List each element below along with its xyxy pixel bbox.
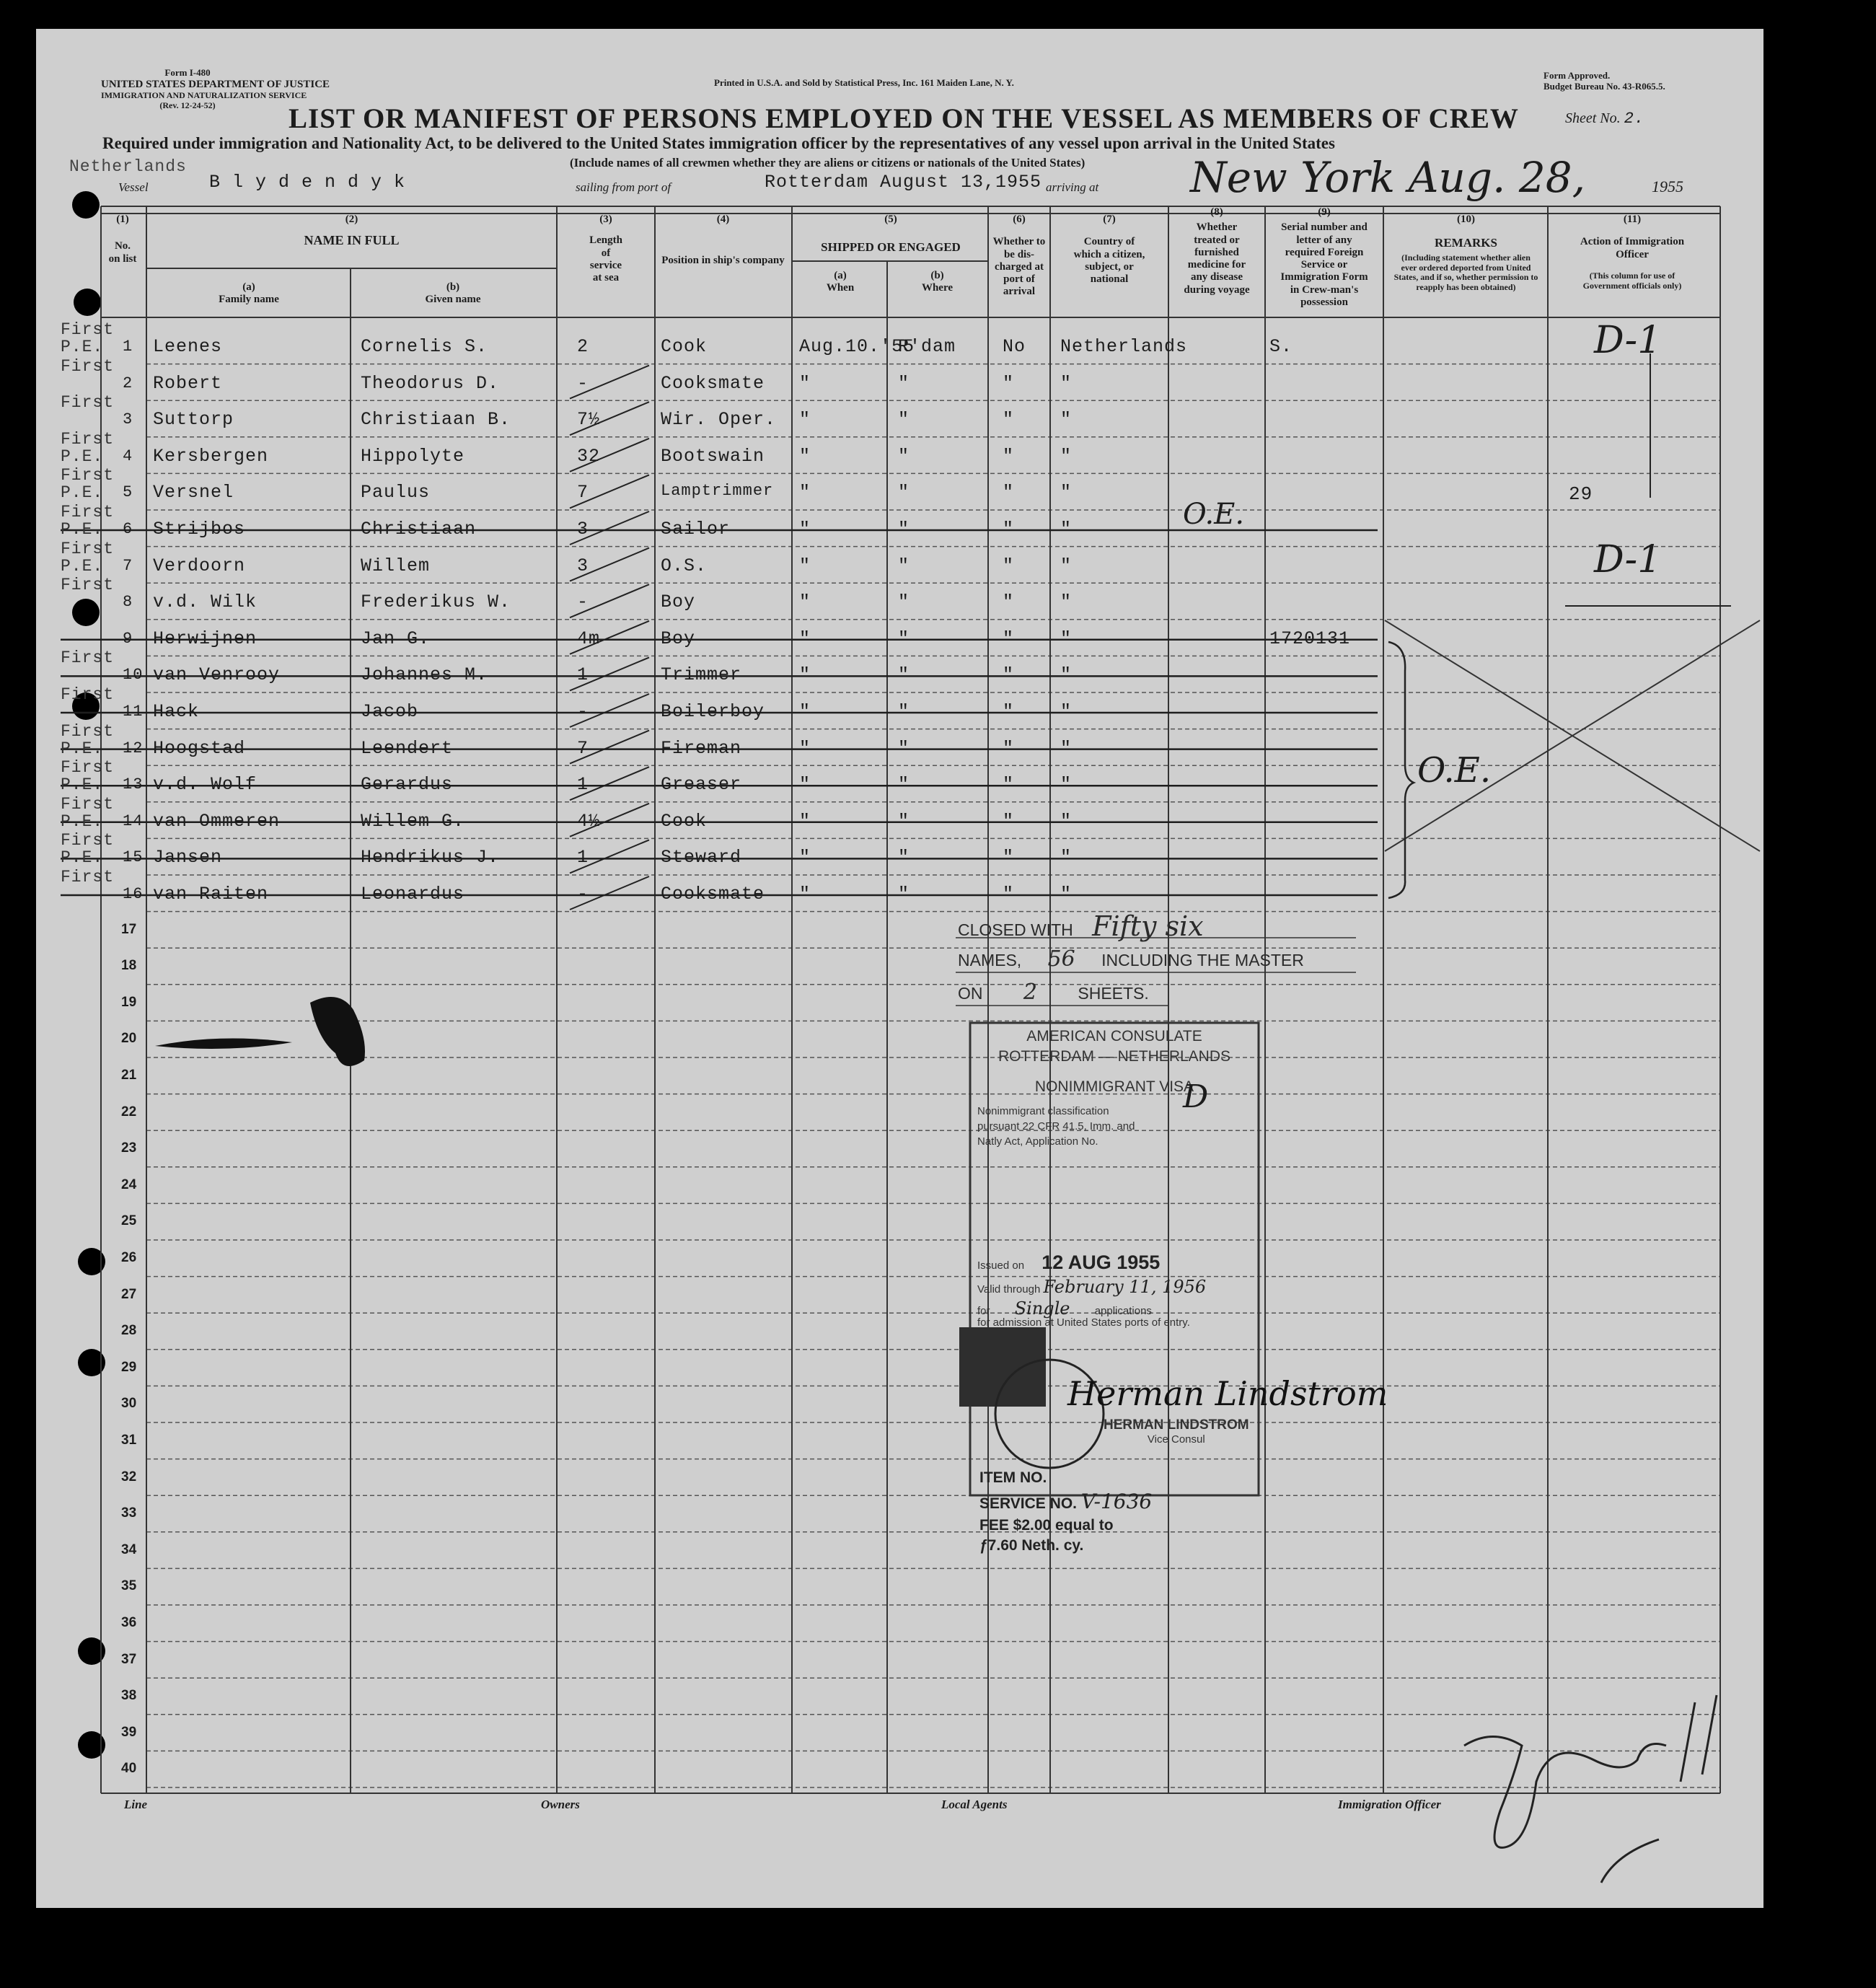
crew-shipped-when: "	[799, 519, 811, 540]
crew-shipped-where: "	[898, 445, 910, 467]
crew-shipped-where: "	[898, 884, 910, 905]
crew-shipped-where: "	[898, 372, 910, 394]
crew-country: "	[1060, 372, 1073, 394]
crew-service-length: 7	[577, 737, 589, 759]
row-number: 29	[121, 1359, 137, 1375]
crew-action: D-1	[1594, 537, 1662, 581]
crew-discharged: "	[1003, 409, 1015, 431]
crew-country: "	[1060, 482, 1073, 503]
crew-country: "	[1060, 628, 1073, 649]
row-number: 20	[121, 1031, 137, 1047]
form-approval: Form Approved. Budget Bureau No. 43-R065.5.	[1543, 70, 1665, 92]
col-discharged-header: (6) Whether to be dis-charged at port of arrival	[992, 214, 1046, 298]
crew-country: "	[1060, 555, 1073, 576]
crew-shipped-where: "	[898, 737, 910, 759]
crew-shipped-where: "	[898, 409, 910, 431]
include-note: (Include names of all crewmen whether they are aliens or citizens or nationals of the United States)	[570, 156, 1085, 170]
crew-shipped-when: "	[799, 409, 811, 431]
visa-class-hand: D	[1183, 1078, 1209, 1115]
crew-position: Wir. Oper.	[661, 409, 777, 431]
crew-shipped-when: "	[799, 884, 811, 905]
crew-service-length: -	[577, 701, 589, 722]
crew-shipped-where: "	[898, 628, 910, 649]
col-no-header: (1) No. on list	[108, 214, 137, 265]
visa-stamp: AMERICAN CONSULATE ROTTERDAM — NETHERLANDS NONIMMIGRANT VISA	[998, 1028, 1231, 1095]
col-where-header: (b) Where	[921, 270, 954, 294]
crew-serial: S.	[1269, 336, 1293, 357]
crew-number: 6	[123, 520, 133, 538]
crew-shipped-where: "	[898, 701, 910, 722]
crew-shipped-when: Aug.10.'55	[799, 336, 915, 357]
crew-service-length: 4m	[577, 628, 601, 649]
crew-position: Cook	[661, 810, 708, 832]
crew-given-name: Theodorus D.	[361, 372, 500, 394]
crew-service-length: -	[577, 884, 589, 905]
crew-discharged: "	[1003, 372, 1015, 394]
crew-service-length: 7½	[577, 409, 601, 431]
crew-discharged: "	[1003, 847, 1015, 868]
crew-prefix: First	[61, 429, 115, 449]
row-number: 18	[121, 958, 137, 974]
row-number: 19	[121, 994, 137, 1010]
arriving-label: arriving at	[1046, 180, 1099, 194]
crew-shipped-where: "	[898, 555, 910, 576]
crew-position: Greaser	[661, 774, 742, 796]
crew-shipped-where: "	[898, 847, 910, 868]
crew-number: 3	[123, 410, 133, 429]
col-treated-header: (8) Whether treated or furnished medicine for any disease during voyage	[1184, 206, 1250, 296]
crew-family-name: van Venrooy	[153, 664, 281, 686]
crew-prefix: P.E.	[61, 483, 104, 503]
crew-prefix: First	[61, 320, 115, 339]
crew-position: Cooksmate	[661, 884, 765, 905]
crew-shipped-when: "	[799, 445, 811, 467]
crew-country: "	[1060, 810, 1073, 832]
crew-shipped-where: "	[898, 810, 910, 832]
crew-position: O.S.	[661, 555, 708, 576]
crew-given-name: Christiaan	[361, 519, 477, 540]
subtitle: Required under immigration and Nationality Act, to be delivered to the United States immigration officer by the representatives of any vessel upon arrival in the United States	[102, 134, 1335, 152]
crew-number: 14	[123, 812, 144, 830]
crew-country: "	[1060, 774, 1073, 796]
sheet-label: Sheet No. 2.	[1565, 110, 1645, 128]
crew-prefix: First	[61, 685, 115, 704]
revenue-stamp	[959, 1327, 1046, 1407]
visa-admission: for admission at United States ports of entry.	[977, 1316, 1190, 1329]
crew-number: 1	[123, 338, 133, 356]
row-number: 28	[121, 1323, 137, 1339]
footer-agents: Local Agents	[941, 1798, 1008, 1811]
crew-country: "	[1060, 409, 1073, 431]
closed-names: NAMES, 56 INCLUDING THE MASTER	[958, 946, 1304, 972]
crew-prefix: P.E.	[61, 848, 104, 868]
crew-given-name: Cornelis S.	[361, 336, 488, 357]
crew-shipped-when: "	[799, 555, 811, 576]
crew-shipped-when: "	[799, 810, 811, 832]
crew-shipped-when: "	[799, 774, 811, 796]
crew-number: 5	[123, 483, 133, 502]
visa-issued: Issued on 12 AUG 1955	[977, 1252, 1161, 1273]
item-service: ITEM NO. SERVICE NO. V-1636 FEE $2.00 equal to ƒ7.60 Neth. cy.	[979, 1469, 1153, 1554]
crew-country: Netherlands	[1060, 336, 1188, 357]
crew-shipped-when: "	[799, 847, 811, 868]
row-number: 32	[121, 1469, 137, 1485]
crew-number: 4	[123, 447, 133, 465]
sailing-label: sailing from port of	[576, 180, 671, 194]
crew-given-name: Jan G.	[361, 628, 431, 649]
crew-prefix: First	[61, 831, 115, 850]
crew-given-name: Leendert	[361, 737, 454, 759]
crew-service-length: 3	[577, 519, 589, 540]
col-country-header: (7) Country of which a citizen, subject, or national	[1073, 214, 1145, 285]
crew-prefix: P.E.	[61, 739, 104, 758]
crew-prefix: First	[61, 758, 115, 778]
crew-family-name: Herwijnen	[153, 628, 257, 649]
row-number: 25	[121, 1213, 137, 1229]
crew-shipped-where: "	[898, 591, 910, 613]
crew-prefix: First	[61, 393, 115, 413]
ink-blot	[155, 1039, 292, 1049]
crew-shipped-where: R'dam	[898, 336, 956, 357]
crew-country: "	[1060, 519, 1073, 540]
crew-prefix: P.E.	[61, 775, 104, 795]
crew-service-length: 1	[577, 847, 589, 868]
crew-prefix: First	[61, 576, 115, 595]
crew-prefix: First	[61, 648, 115, 668]
crew-prefix: P.E.	[61, 812, 104, 831]
row-number: 31	[121, 1433, 137, 1448]
crew-given-name: Willem	[361, 555, 431, 576]
crew-prefix: First	[61, 539, 115, 558]
crew-prefix: P.E.	[61, 447, 104, 466]
crew-family-name: van Ommeren	[153, 810, 281, 832]
crew-service-length: -	[577, 591, 589, 613]
crew-shipped-when: "	[799, 591, 811, 613]
crew-prefix: P.E.	[61, 556, 104, 576]
crew-shipped-when: "	[799, 628, 811, 649]
crew-discharged: "	[1003, 701, 1015, 722]
officer-signature	[1464, 1695, 1717, 1847]
crew-shipped-where: "	[898, 774, 910, 796]
crew-position: Sailor	[661, 519, 731, 540]
row-number: 22	[121, 1104, 137, 1120]
crew-number: 11	[123, 703, 144, 721]
crew-discharged: "	[1003, 884, 1015, 905]
crew-family-name: Verdoorn	[153, 555, 246, 576]
row-number: 27	[121, 1286, 137, 1302]
crew-position: Trimmer	[661, 664, 742, 686]
crew-given-name: Leonardus	[361, 884, 465, 905]
crew-discharged: "	[1003, 519, 1015, 540]
row-number: 39	[121, 1724, 137, 1740]
col-serial-header: (9) Serial number and letter of any required Foreign Service or Immigration Form in Crew-man's possession	[1280, 206, 1368, 308]
col-given-header: (b) Given name	[425, 281, 481, 306]
col-position-header: (4) Position in ship's company	[661, 214, 785, 267]
crew-service-length: 2	[577, 336, 589, 357]
crew-family-name: Robert	[153, 372, 223, 394]
crew-service-length: 4½	[577, 810, 601, 832]
closed-sheets: ON 2 SHEETS.	[958, 980, 1149, 1005]
crew-prefix: First	[61, 503, 115, 522]
crew-given-name: Johannes M.	[361, 664, 488, 686]
crew-position: Boilerboy	[661, 701, 765, 722]
crew-family-name: Suttorp	[153, 409, 234, 431]
crew-shipped-where: "	[898, 519, 910, 540]
crew-number: 15	[123, 848, 144, 867]
col-name-header: (2) NAME IN FULL	[304, 214, 400, 248]
crew-family-name: Hack	[153, 701, 200, 722]
crew-country: "	[1060, 445, 1073, 467]
col-shipped-header: (5) SHIPPED OR ENGAGED	[821, 214, 961, 255]
closed-section: CLOSED WITH Fifty six	[958, 910, 1204, 942]
crew-discharged: "	[1003, 591, 1015, 613]
crew-prefix: First	[61, 466, 115, 485]
crew-discharged: "	[1003, 737, 1015, 759]
col-action-header: (11) Action of Immigration Officer (This column for use of Government officials only)	[1580, 214, 1685, 291]
visa-stamp-class: Nonimmigrant classification pursuant 22 CFR 41.5, Imm. and Natly Act, Application No.	[977, 1105, 1135, 1148]
oe-mark: O.E.	[1183, 498, 1245, 531]
printer-line: Printed in U.S.A. and Sold by Statistical Press, Inc. 161 Maiden Lane, N. Y.	[714, 77, 1014, 88]
vessel-label: Vessel	[118, 180, 149, 194]
crew-position: Lamptrimmer	[661, 482, 774, 501]
crew-given-name: Hendrikus J.	[361, 847, 500, 868]
crew-number: 7	[123, 556, 133, 575]
crew-discharged: "	[1003, 664, 1015, 686]
crew-family-name: Kersbergen	[153, 445, 269, 467]
form-header-left: Form I-480 UNITED STATES DEPARTMENT OF JUSTICE IMMIGRATION AND NATURALIZATION SERVICE (Rev. 12-24-52)	[101, 67, 330, 110]
crew-number: 16	[123, 885, 144, 903]
row-number: 24	[121, 1176, 137, 1192]
arrival-year: 1955	[1652, 177, 1683, 195]
crew-given-name: Christiaan B.	[361, 409, 511, 431]
crew-discharged: "	[1003, 555, 1015, 576]
crew-service-length: 1	[577, 664, 589, 686]
crew-country: "	[1060, 884, 1073, 905]
footer-owners: Owners	[541, 1798, 580, 1811]
crew-service-length: 32	[577, 445, 601, 467]
crew-country: "	[1060, 737, 1073, 759]
crew-family-name: v.d. Wilk	[153, 591, 257, 613]
crew-service-length: 7	[577, 482, 589, 503]
crew-given-name: Paulus	[361, 482, 431, 503]
row-number: 38	[121, 1688, 137, 1704]
crew-given-name: Hippolyte	[361, 445, 465, 467]
crew-number: 10	[123, 666, 144, 685]
sailing-port: Rotterdam August 13,1955	[765, 172, 1042, 193]
crew-family-name: van Raiten	[153, 884, 269, 905]
row-number: 40	[121, 1761, 137, 1777]
crew-action: 29	[1569, 483, 1593, 506]
crew-family-name: Versnel	[153, 482, 234, 503]
col-family-header: (a) Family name	[219, 281, 279, 306]
crew-position: Steward	[661, 847, 742, 868]
row-number: 37	[121, 1651, 137, 1667]
crew-prefix: First	[61, 721, 115, 741]
crew-number: 2	[123, 374, 133, 392]
crew-position: Boy	[661, 591, 696, 613]
crew-position: Cook	[661, 336, 708, 357]
crew-given-name: Willem G.	[361, 810, 465, 832]
crew-given-name: Jacob	[361, 701, 419, 722]
crew-number: 8	[123, 593, 133, 612]
flag-country: Netherlands	[69, 157, 187, 176]
consul-name: HERMAN LINDSTROM Vice Consul	[1104, 1417, 1249, 1446]
crew-number: 13	[123, 775, 144, 794]
crew-discharged: "	[1003, 482, 1015, 503]
crew-country: "	[1060, 701, 1073, 722]
crew-discharged: No	[1003, 336, 1026, 357]
row-number: 21	[121, 1068, 137, 1083]
crew-shipped-when: "	[799, 664, 811, 686]
row-number: 33	[121, 1505, 137, 1521]
crew-position: Bootswain	[661, 445, 765, 467]
oe-mark: O.E.	[1417, 750, 1492, 791]
crew-country: "	[1060, 664, 1073, 686]
crew-service-length: 3	[577, 555, 589, 576]
row-number: 30	[121, 1396, 137, 1412]
crew-country: "	[1060, 847, 1073, 868]
row-number: 35	[121, 1578, 137, 1594]
crew-action: D-1	[1594, 319, 1662, 362]
row-number: 23	[121, 1140, 137, 1156]
crew-discharged: "	[1003, 810, 1015, 832]
vessel-name: B l y d e n d y k	[209, 172, 406, 193]
crew-family-name: Hoogstad	[153, 737, 246, 759]
crew-serial: 1720131	[1269, 628, 1351, 649]
crew-family-name: Leenes	[153, 336, 223, 357]
crew-shipped-when: "	[799, 701, 811, 722]
crew-family-name: Strijbos	[153, 519, 246, 540]
crew-prefix: P.E.	[61, 338, 104, 356]
crew-prefix: First	[61, 794, 115, 814]
crew-shipped-when: "	[799, 372, 811, 394]
row-number: 34	[121, 1541, 137, 1557]
crew-discharged: "	[1003, 628, 1015, 649]
col-length-header: (3) Length of service at sea	[589, 214, 622, 283]
crew-number: 12	[123, 739, 144, 757]
crew-shipped-where: "	[898, 482, 910, 503]
crew-position: Cooksmate	[661, 372, 765, 394]
crew-family-name: Jansen	[153, 847, 223, 868]
crew-position: Boy	[661, 628, 696, 649]
crew-prefix: First	[61, 356, 115, 376]
visa-valid: Valid through February 11, 1956	[977, 1277, 1207, 1297]
footer-officer: Immigration Officer	[1338, 1798, 1441, 1811]
crew-shipped-when: "	[799, 737, 811, 759]
crew-position: Fireman	[661, 737, 742, 759]
crew-shipped-where: "	[898, 664, 910, 686]
consul-signature: Herman Lindstrom	[1067, 1374, 1388, 1413]
crew-given-name: Gerardus	[361, 774, 454, 796]
crew-service-length: 1	[577, 774, 589, 796]
crew-shipped-when: "	[799, 482, 811, 503]
crew-prefix: P.E.	[61, 520, 104, 539]
bracket	[1388, 642, 1414, 898]
crew-discharged: "	[1003, 774, 1015, 796]
crew-given-name: Frederikus W.	[361, 591, 511, 613]
crew-prefix: First	[61, 868, 115, 887]
crew-number: 9	[123, 629, 133, 648]
crew-family-name: v.d. Wolf	[153, 774, 257, 796]
col-remarks-header: (10) REMARKS (Including statement whether alien ever ordered deported from United States, and if so, whether permission to reapply has been obtained)	[1393, 214, 1538, 293]
row-number: 26	[121, 1250, 137, 1265]
ink-blot	[310, 997, 365, 1066]
col-when-header: (a) When	[826, 270, 855, 294]
page-title: LIST OR MANIFEST OF PERSONS EMPLOYED ON THE VESSEL AS MEMBERS OF CREW	[289, 103, 1519, 134]
crew-discharged: "	[1003, 445, 1015, 467]
crew-country: "	[1060, 591, 1073, 613]
row-number: 36	[121, 1615, 137, 1630]
arrival-handwritten: New York Aug. 28,	[1190, 153, 1586, 202]
row-number: 17	[121, 921, 137, 937]
crew-service-length: -	[577, 372, 589, 394]
footer-line: Line	[124, 1798, 148, 1811]
visa-for: for Single applications	[977, 1298, 1152, 1319]
check-mark	[1601, 1839, 1659, 1883]
